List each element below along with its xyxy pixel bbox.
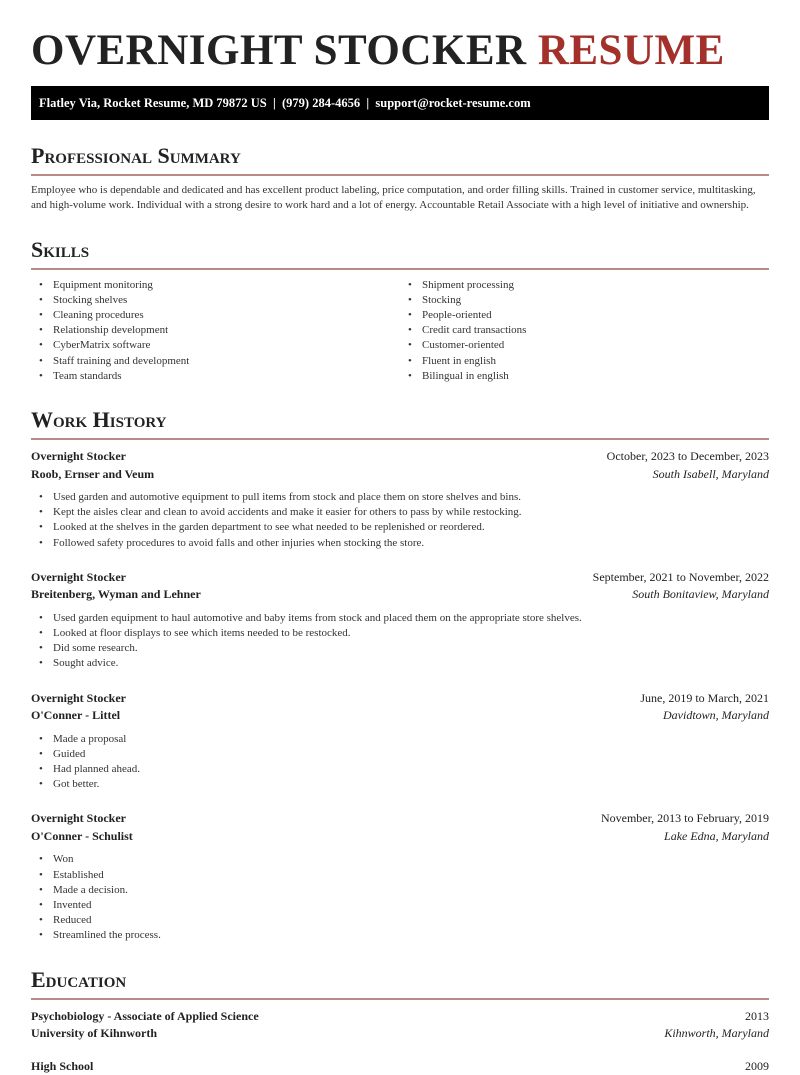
skill-item: • Cleaning procedures	[31, 308, 400, 323]
section-divider	[31, 438, 769, 440]
school-name: University of Kihnworth	[31, 1026, 157, 1041]
job-company-row	[31, 466, 769, 484]
bullet-item: • Did some research.	[31, 641, 769, 656]
section-divider	[31, 268, 769, 270]
skills-list-left	[31, 278, 400, 384]
company-name: Roob, Ernser and Veum	[31, 466, 155, 481]
job-header-row	[31, 690, 769, 708]
education-entry	[31, 1008, 769, 1043]
bullet-item: • Made a proposal	[31, 732, 769, 747]
contact-bar	[31, 86, 769, 120]
job-company-row	[31, 828, 769, 846]
bullet-item: • Invented	[31, 898, 769, 913]
section-heading: Education	[31, 966, 127, 992]
bullet-item: • Won	[31, 852, 769, 867]
contact-phone: (979) 284-4656	[282, 96, 361, 110]
job-location: South Isabell, Maryland	[652, 466, 769, 481]
bullet-item: • Reduced	[31, 913, 769, 928]
job-bullets	[31, 611, 769, 672]
job-bullets	[31, 852, 769, 943]
skill-item: • Team standards	[31, 369, 400, 384]
skill-item: • Customer-oriented	[400, 338, 769, 353]
section-heading: Skills	[31, 236, 90, 262]
bullet-item: • Kept the aisles clear and clean to avoid accidents and make it easier for others to pass by while restocking.	[31, 505, 769, 520]
bullet-item: • Sought advice.	[31, 656, 769, 671]
skill-item: • CyberMatrix software	[31, 338, 400, 353]
job-location: Lake Edna, Maryland	[664, 828, 769, 843]
education-entry	[31, 1058, 769, 1075]
education-header-row	[31, 1008, 769, 1026]
bullet-item: • Made a decision.	[31, 883, 769, 898]
job-entry	[31, 810, 769, 943]
contact-address: Flatley Via, Rocket Resume, MD 79872 US	[39, 96, 267, 110]
skill-item: • Credit card transactions	[400, 323, 769, 338]
contact-email[interactable]: support@rocket-resume.com	[375, 96, 531, 110]
job-dates: November, 2013 to February, 2019	[600, 811, 769, 826]
education-section	[31, 967, 769, 1075]
separator: |	[273, 96, 276, 110]
skill-item: • Shipment processing	[400, 278, 769, 293]
job-location: Davidtown, Maryland	[663, 708, 769, 723]
skill-item: • Staff training and development	[31, 354, 400, 369]
job-bullets	[31, 490, 769, 551]
section-heading: Professional Summary	[31, 143, 241, 168]
skill-item: • Equipment monitoring	[31, 278, 400, 293]
job-title: Overnight Stocker	[31, 811, 126, 826]
degree: High School	[31, 1058, 94, 1073]
graduation-year: 2013	[745, 1008, 769, 1023]
graduation-year: 2009	[745, 1058, 769, 1073]
job-header-row	[31, 569, 769, 587]
resume-page	[0, 28, 800, 1075]
job-title: Overnight Stocker	[31, 690, 126, 705]
job-company-row	[31, 707, 769, 725]
bullet-item: • Looked at floor displays to see which items needed to be restocked.	[31, 626, 769, 641]
job-header-row	[31, 810, 769, 828]
bullet-item: • Looked at the shelves in the garden department to see what needed to be replenished or reordered.	[31, 520, 769, 535]
job-dates: September, 2021 to November, 2022	[592, 569, 769, 584]
bullet-item: • Used garden equipment to haul automotive and baby items from stock and placed them on the appropriate store shelves.	[31, 611, 769, 626]
summary-text: Employee who is dependable and dedicated and has excellent product labeling, price computation, and order filling skills. Trained in customer service, multitasking, and high-volume work. Individual with a strong desire to work hard and a lot of energy. Accountable Retail Associate with a high level of initiative and ownership.	[31, 184, 756, 212]
skill-item: • Stocking shelves	[31, 293, 400, 308]
skills-list-right	[400, 278, 769, 384]
bullet-item: • Established	[31, 868, 769, 883]
title-main: OVERNIGHT STOCKER	[31, 27, 527, 74]
job-dates: June, 2019 to March, 2021	[640, 690, 769, 705]
company-name: Breitenberg, Wyman and Lehner	[31, 587, 201, 602]
job-company-row	[31, 586, 769, 604]
job-dates: October, 2023 to December, 2023	[606, 449, 769, 464]
job-bullets	[31, 732, 769, 793]
job-entry	[31, 690, 769, 793]
section-divider	[31, 998, 769, 1000]
job-title: Overnight Stocker	[31, 569, 126, 584]
job-entry	[31, 448, 769, 551]
skill-item: • Fluent in english	[400, 354, 769, 369]
separator: |	[366, 96, 370, 110]
company-name: O'Conner - Littel	[31, 708, 121, 723]
summary-section	[31, 143, 769, 214]
bullet-item: • Streamlined the process.	[31, 928, 769, 943]
job-location: South Bonitaview, Maryland	[632, 587, 769, 602]
degree: Psychobiology - Associate of Applied Science	[31, 1008, 259, 1023]
education-school-row	[31, 1025, 769, 1043]
bullet-item: • Guided	[31, 747, 769, 762]
bullet-item: • Got better.	[31, 777, 769, 792]
skills-section	[31, 237, 769, 384]
education-header-row	[31, 1058, 769, 1075]
section-heading: Work History	[31, 407, 167, 433]
bullet-item: • Had planned ahead.	[31, 762, 769, 777]
section-divider	[31, 174, 769, 176]
skill-item: • Stocking	[400, 293, 769, 308]
work-section	[31, 407, 769, 944]
company-name: O'Conner - Schulist	[31, 828, 133, 843]
resume-title	[31, 28, 769, 74]
bullet-item: • Followed safety procedures to avoid falls and other injuries when stocking the store.	[31, 536, 769, 551]
bullet-item: • Used garden and automotive equipment to pull items from stock and place them on store shelves and bins.	[31, 490, 769, 505]
job-header-row	[31, 448, 769, 466]
job-entry	[31, 569, 769, 672]
skill-item: • Relationship development	[31, 323, 400, 338]
school-location: Kihnworth, Maryland	[664, 1026, 769, 1041]
skill-item: • Bilingual in english	[400, 369, 769, 384]
job-title: Overnight Stocker	[31, 449, 126, 464]
skill-item: • People-oriented	[400, 308, 769, 323]
title-accent: RESUME	[537, 27, 725, 74]
